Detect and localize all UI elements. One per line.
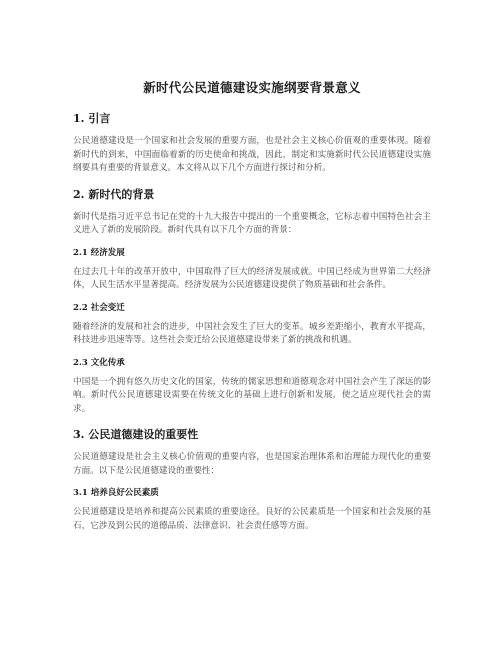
subsection-body-economic-development: 在过去几十年的改革开放中，中国取得了巨大的经济发展成就。中国已经成为世界第二大经济体，人民生活水平显著提高。经济发展为公民道德建设提供了物质基础和社会条件。: [73, 266, 431, 290]
section-body-new-era-background: 新时代是指习近平总书记在党的十九大报告中提出的一个重要概念，它标志着中国特色社会主义进入了新的发展阶段。新时代具有以下几个方面的背景：: [73, 211, 431, 235]
subsection-heading-cultural-heritage: 2.3 文化传承: [73, 357, 125, 368]
subsection-heading-civic-quality: 3.1 培养良好公民素质: [73, 488, 159, 498]
section-body-importance: 公民道德建设是社会主义核心价值观的重要内容，也是国家治理体系和治理能力现代化的重要方面。以下是公民道德建设的重要性：: [73, 452, 431, 476]
section-heading-introduction: 1. 引言: [73, 112, 111, 125]
document-page: [73, 78, 431, 545]
subsection-body-social-change: 随着经济的发展和社会的进步，中国社会发生了巨大的变革。城乡差距缩小，教育水平提高，科技进步迅速等等。这些社会变迁给公民道德建设带来了新的挑战和机遇。: [73, 321, 431, 345]
section-body-introduction: 公民道德建设是一个国家和社会发展的重要方面，也是社会主义核心价值观的重要体现。随着新时代的到来，中国面临着新的历史使命和挑战，因此，制定和实施新时代公民道德建设实施纲要具有重要的背景意义。本文将从以下几个方面进行探讨和分析。: [73, 136, 431, 173]
section-heading-importance: 3. 公民道德建设的重要性: [73, 428, 199, 441]
subsection-heading-economic-development: 2.1 经济发展: [73, 247, 125, 258]
document-title: 新时代公民道德建设实施纲要背景意义: [143, 80, 361, 95]
section-heading-new-era-background: 2. 新时代的背景: [73, 187, 155, 201]
subsection-body-cultural-heritage: 中国是一个拥有悠久历史文化的国家，传统的儒家思想和道德观念对中国社会产生了深远的影响。新时代公民道德建设需要在传统文化的基础上进行创新和发展，使之适应现代社会的需求。: [73, 376, 431, 414]
subsection-body-civic-quality: 公民道德建设是培养和提高公民素质的重要途径。良好的公民素质是一个国家和社会发展的基石，它涉及到公民的道德品质、法律意识、社会责任感等方面。: [73, 507, 431, 531]
subsection-heading-social-change: 2.2 社会变迁: [73, 302, 125, 313]
